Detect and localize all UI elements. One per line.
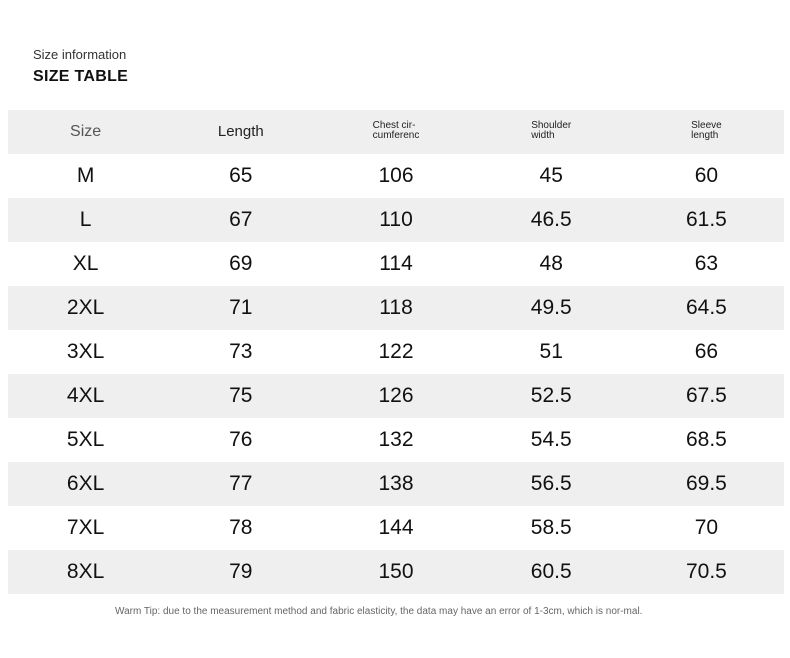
cell-shoulder: 45 (539, 164, 563, 187)
cell-size: 4XL (66, 384, 105, 407)
page-title: SIZE TABLE (33, 68, 129, 85)
cell-size: M (76, 164, 95, 187)
cell-length: 79 (229, 560, 253, 583)
cell-chest: 138 (378, 472, 414, 495)
cell-size: 8XL (66, 560, 105, 583)
cell-chest: 132 (378, 428, 414, 451)
cell-length: 75 (229, 384, 253, 407)
cell-chest: 126 (378, 384, 414, 407)
cell-chest: 118 (379, 296, 413, 319)
cell-length: 76 (229, 428, 253, 451)
cell-sleeve: 67.5 (685, 384, 727, 407)
cell-chest: 106 (378, 164, 414, 187)
table-row (8, 198, 784, 242)
cell-chest: 110 (379, 208, 413, 231)
cell-sleeve: 61.5 (685, 208, 727, 231)
table-row (8, 462, 784, 506)
cell-shoulder: 56.5 (530, 472, 572, 495)
cell-size: 7XL (66, 516, 105, 539)
column-header-shoulder: Shoulder width (531, 120, 572, 141)
warm-tip: Warm Tip: due to the measurement method and fabric elasticity, the data may have an error of 1-3cm, which is nor-mal. (115, 606, 643, 617)
cell-sleeve: 63 (694, 252, 719, 275)
cell-shoulder: 60.5 (530, 560, 572, 583)
cell-sleeve: 70.5 (685, 560, 727, 583)
cell-shoulder: 49.5 (530, 296, 572, 319)
cell-size: L (79, 208, 92, 231)
table-row (8, 286, 784, 330)
table-row (8, 550, 784, 594)
cell-sleeve: 69.5 (685, 472, 727, 495)
column-header-size: Size (70, 123, 102, 140)
table-row (8, 506, 784, 550)
cell-shoulder: 54.5 (530, 428, 572, 451)
cell-sleeve: 64.5 (685, 296, 727, 319)
column-header-sleeve: Sleeve length (691, 120, 722, 141)
cell-size: 6XL (66, 472, 105, 495)
cell-length: 73 (229, 340, 253, 363)
cell-length: 65 (229, 164, 253, 187)
table-row (8, 330, 784, 374)
cell-length: 69 (229, 252, 253, 275)
cell-length: 77 (229, 472, 253, 495)
cell-shoulder: 58.5 (530, 516, 572, 539)
table-row (8, 242, 784, 286)
cell-shoulder: 51 (539, 340, 563, 363)
section-subtitle: Size information (33, 47, 127, 62)
cell-chest: 122 (378, 340, 414, 363)
cell-chest: 114 (379, 252, 413, 275)
cell-size: XL (72, 252, 99, 275)
cell-length: 78 (229, 516, 253, 539)
cell-length: 67 (229, 208, 253, 231)
table-body (8, 154, 784, 594)
cell-sleeve: 66 (694, 340, 719, 363)
cell-length: 71 (229, 296, 253, 319)
cell-sleeve: 70 (694, 516, 719, 539)
cell-sleeve: 60 (694, 164, 719, 187)
cell-size: 3XL (66, 340, 105, 363)
cell-shoulder: 48 (539, 252, 563, 275)
cell-chest: 150 (378, 560, 414, 583)
cell-sleeve: 68.5 (685, 428, 727, 451)
size-table (8, 110, 784, 594)
column-header-length: Length (217, 123, 264, 140)
table-header-row (8, 110, 784, 154)
cell-chest: 144 (378, 516, 414, 539)
cell-size: 5XL (66, 428, 105, 451)
column-header-chest: Chest cir- cumferenc (372, 120, 420, 141)
table-row (8, 418, 784, 462)
cell-size: 2XL (66, 296, 105, 319)
header (33, 47, 128, 86)
cell-shoulder: 46.5 (530, 208, 572, 231)
table-row (8, 154, 784, 198)
cell-shoulder: 52.5 (530, 384, 572, 407)
table-row (8, 374, 784, 418)
